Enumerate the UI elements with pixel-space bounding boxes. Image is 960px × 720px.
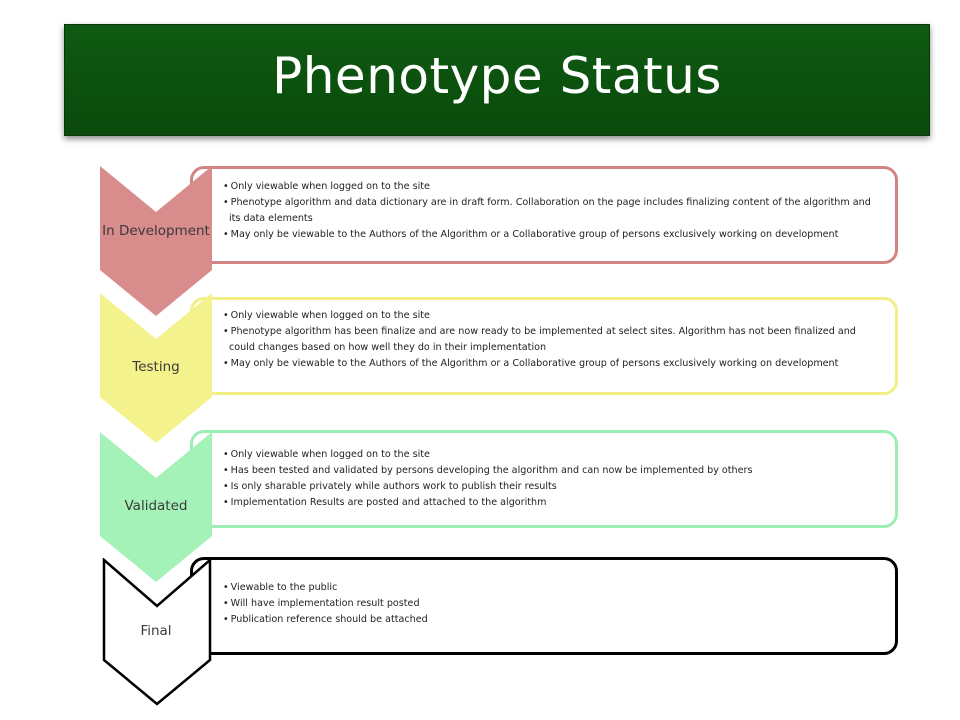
stage-bullet: • Has been tested and validated by persons developing the algorithm and can now be implemented by others	[219, 463, 871, 479]
stage-label-final: Final	[140, 623, 172, 639]
page-title: Phenotype Status	[272, 47, 722, 105]
stage-bullet: • Phenotype algorithm has been finalize and are now ready to be implemented at select sites. Algorithm has not been finalized and could changes based on how well they do in their implementation	[219, 324, 871, 356]
stage-box-final	[190, 557, 898, 655]
stage-bullet: • Will have implementation result posted	[219, 596, 871, 612]
stage-box-in-development	[190, 166, 898, 264]
stage-bullet: • Only viewable when logged on to the site	[219, 447, 871, 463]
stage-label-validated: Validated	[124, 498, 188, 514]
stage-box-testing	[190, 297, 898, 395]
stage-bullet: • Only viewable when logged on to the site	[219, 308, 871, 324]
stage-label-testing: Testing	[132, 359, 180, 375]
stage-bullet: • May only be viewable to the Authors of the Algorithm or a Collaborative group of persons exclusively working on development	[219, 356, 871, 372]
stage-box-validated	[190, 430, 898, 528]
stage-bullet: • Implementation Results are posted and attached to the algorithm	[219, 495, 871, 511]
stage-bullet: • Viewable to the public	[219, 580, 871, 596]
stage-bullet: • May only be viewable to the Authors of the Algorithm or a Collaborative group of persons exclusively working on development	[219, 227, 871, 243]
stage-bullet: • Is only sharable privately while authors work to publish their results	[219, 479, 871, 495]
stage-bullet: • Publication reference should be attached	[219, 612, 871, 628]
stage-bullet: • Only viewable when logged on to the site	[219, 179, 871, 195]
title-banner	[64, 24, 930, 136]
stage-label-in-development: In Development	[102, 223, 210, 239]
stage-bullet: • Phenotype algorithm and data dictionary are in draft form. Collaboration on the page includes finalizing content of the algorithm and its data elements	[219, 195, 871, 227]
